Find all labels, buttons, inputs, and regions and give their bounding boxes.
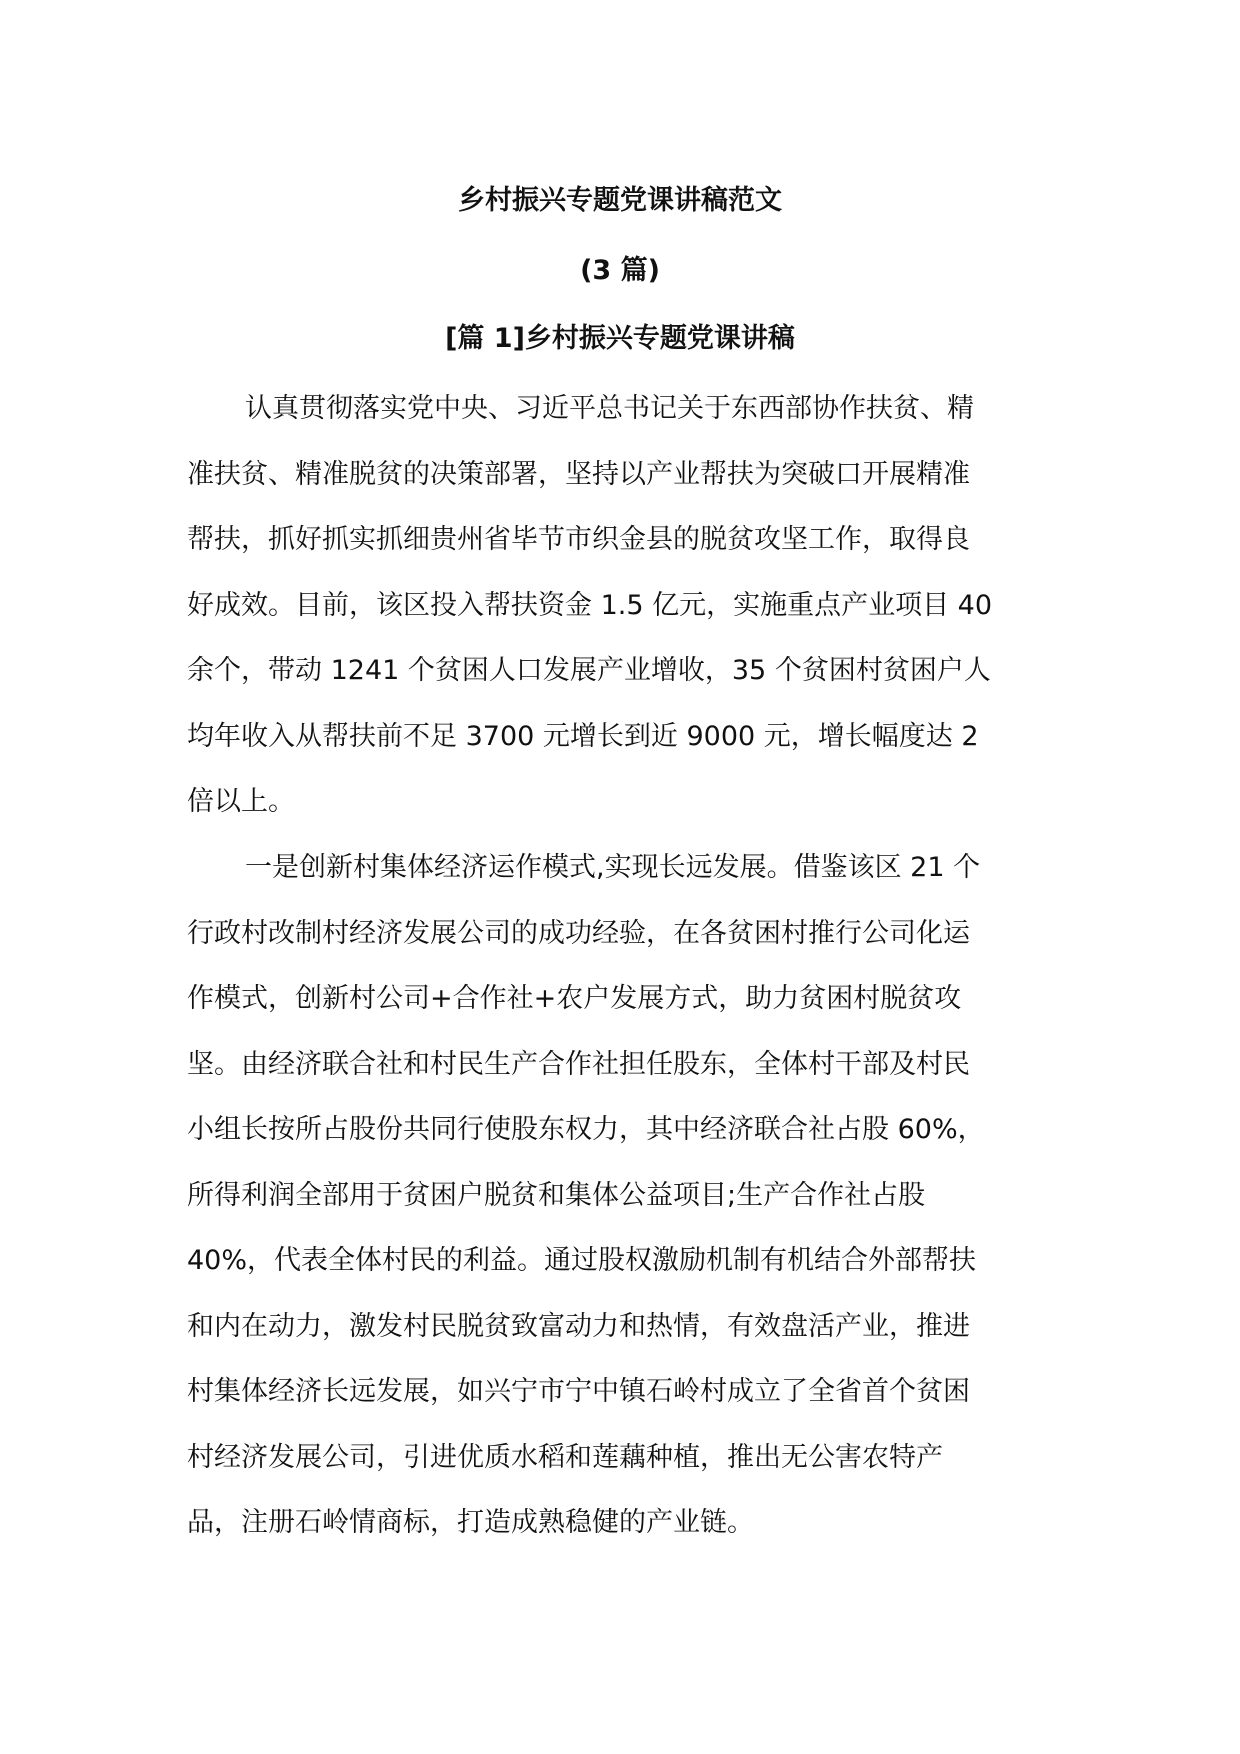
- paragraph-line: 好成效。目前，该区投入帮扶资金 1.5 亿元，实施重点产业项目 40: [187, 589, 993, 621]
- paragraph-line: 村集体经济长远发展，如兴宁市宁中镇石岭村成立了全省首个贫困: [187, 1376, 970, 1407]
- paragraph-line: 均年收入从帮扶前不足 3700 元增长到近 9000 元，增长幅度达 2: [187, 720, 979, 752]
- paragraph-line: 坚。由经济联合社和村民生产合作社担任股东，全体村干部及村民: [187, 1048, 970, 1080]
- paragraph-line: 余个，带动 1241 个贫困人口发展产业增收，35 个贫困村贫困户人: [187, 655, 991, 686]
- document-title: 乡村振兴专题党课讲稿范文: [458, 185, 782, 216]
- paragraph-line: 所得利润全部用于贫困户脱贫和集体公益项目;生产合作社占股: [187, 1179, 926, 1211]
- paragraph-1: [187, 376, 1057, 835]
- paragraph-line: 行政村改制村经济发展公司的成功经验，在各贫困村推行公司化运: [187, 917, 970, 949]
- paragraph-line: 倍以上。: [187, 786, 295, 817]
- paragraph-line: 准扶贫、精准脱贫的决策部署，坚持以产业帮扶为突破口开展精准: [187, 458, 970, 490]
- paragraph-line: 认真贯彻落实党中央、习近平总书记关于东西部协作扶贫、精: [245, 393, 974, 424]
- paragraph-line: 和内在动力，激发村民脱贫致富动力和热情，有效盘活产业，推进: [187, 1310, 970, 1342]
- section-heading: [篇 1]乡村振兴专题党课讲稿: [445, 323, 795, 354]
- paragraph-line: 帮扶，抓好抓实抓细贵州省毕节市织金县的脱贫攻坚工作，取得良: [187, 524, 970, 555]
- paragraph-line: 40%，代表全体村民的利益。通过股权激励机制有机结合外部帮扶: [187, 1245, 977, 1276]
- paragraph-line: 品，注册石岭情商标，打造成熟稳健的产业链。: [187, 1507, 754, 1538]
- document-subtitle: (3 篇): [580, 255, 660, 286]
- paragraph-line: 作模式，创新村公司+合作社+农户发展方式，助力贫困村脱贫攻: [187, 983, 962, 1014]
- paragraph-line: 一是创新村集体经济运作模式,实现长远发展。借鉴该区 21 个: [245, 852, 981, 883]
- paragraph-2: [187, 835, 1057, 1556]
- paragraph-line: 小组长按所占股份共同行使股东权力，其中经济联合社占股 60%，: [187, 1114, 985, 1145]
- paragraph-line: 村经济发展公司，引进优质水稻和莲藕种植，推出无公害农特产: [187, 1441, 943, 1473]
